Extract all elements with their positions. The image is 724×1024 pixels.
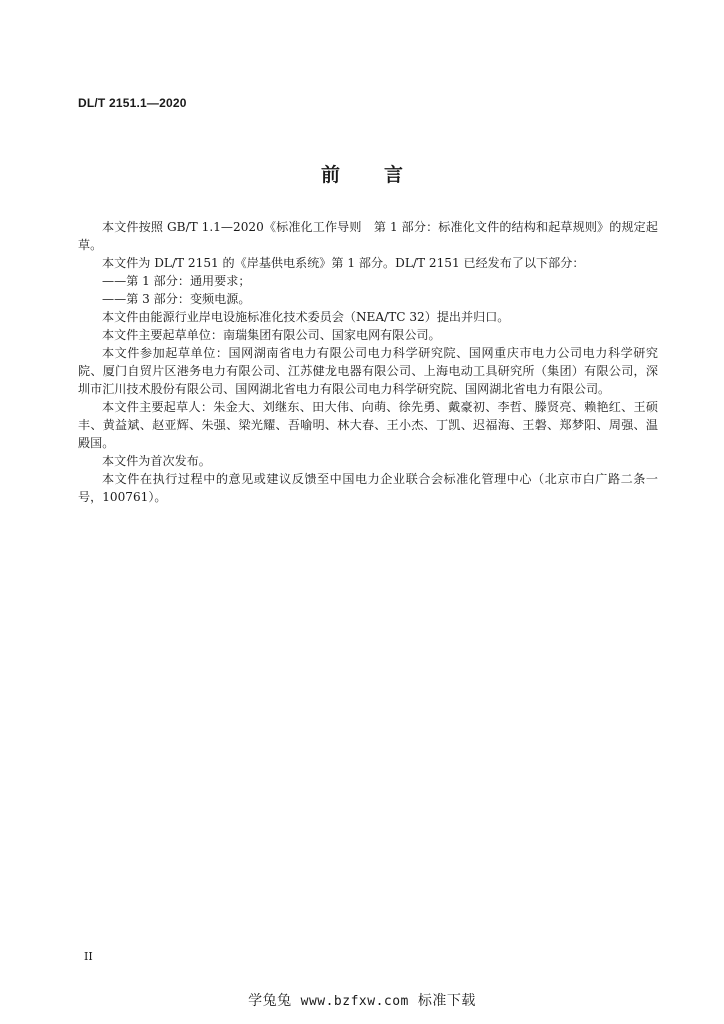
paragraph-part-3: ——第 3 部分：变频电源。 <box>102 292 251 306</box>
paragraph-part-1: ——第 1 部分：通用要求； <box>102 274 251 288</box>
footer-site-name: 学兔兔 <box>248 993 292 1009</box>
paragraph-feedback: 本文件在执行过程中的意见或建议反馈至中国电力企业联合会标准化管理中心（北京市白广路二条一号，100761）。 <box>78 472 658 504</box>
paragraph-main-drafters-org: 本文件主要起草单位：南瑞集团有限公司、国家电网有限公司。 <box>102 328 441 342</box>
paragraph-drafting-rules: 本文件按照 GB/T 1.1—2020《标准化工作导则 第 1 部分：标准化文件的结构和起草规则》的规定起草。 <box>78 220 658 252</box>
paragraph-committee: 本文件由能源行业岸电设施标准化技术委员会（NEA/TC 32）提出并归口。 <box>102 310 510 324</box>
paragraph-main-drafters: 本文件主要起草人：朱金大、刘继东、田大伟、向萌、徐先勇、戴豪初、李哲、滕贤亮、赖艳红、王硕丰、黄益斌、赵亚辉、朱强、梁光耀、吾喻明、林大春、王小杰、丁凯、迟福海、王磐、郑梦阳、周强、温殿国。 <box>78 400 658 450</box>
footer-site-url[interactable]: www.bzfxw.com <box>300 994 409 1009</box>
page-number: II <box>84 950 93 963</box>
footer-site-tagline: 标准下载 <box>417 993 476 1009</box>
footer-watermark <box>0 990 724 1010</box>
paragraph-series-intro: 本文件为 DL/T 2151 的《岸基供电系统》第 1 部分。DL/T 2151 已经发布了以下部分： <box>102 256 585 270</box>
paragraph-first-release: 本文件为首次发布。 <box>102 454 211 468</box>
foreword-body <box>78 218 658 506</box>
page-title: 前言 <box>320 164 447 186</box>
standard-code: DL/T 2151.1—2020 <box>78 96 187 110</box>
paragraph-participating-orgs: 本文件参加起草单位：国网湖南省电力有限公司电力科学研究院、国网重庆市电力公司电力科学研究院、厦门自贸片区港务电力有限公司、江苏健龙电器有限公司、上海电动工具研究所（集团）有限公司，深圳市汇川技术股份有限公司、国网湖北省电力有限公司电力科学研究院、国网湖北省电力有限公司。 <box>78 346 658 396</box>
